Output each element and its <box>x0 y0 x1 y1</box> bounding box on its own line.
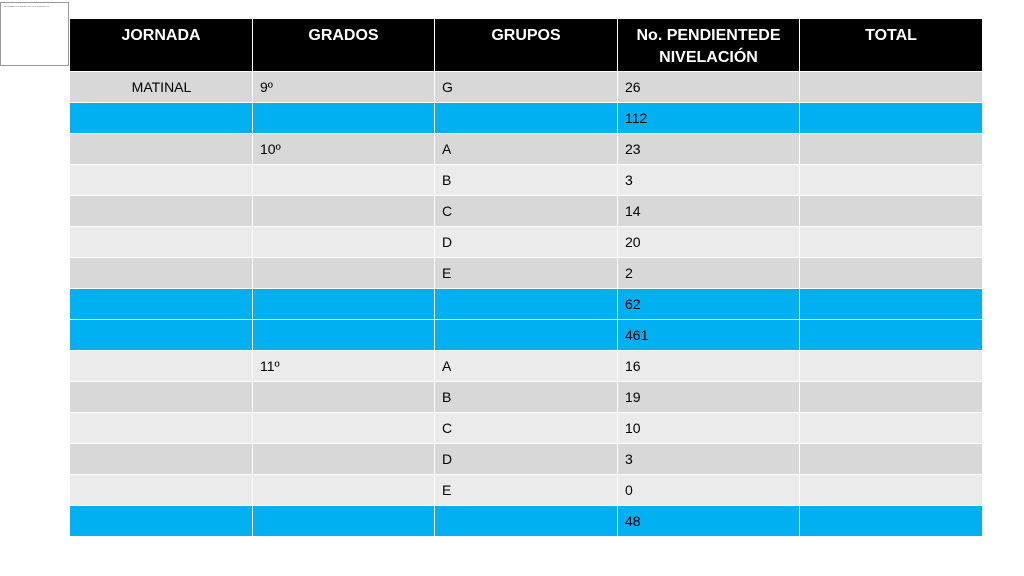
table-row <box>70 227 983 258</box>
cell-grado: 11º <box>253 351 435 382</box>
cell-pendientes: 2 <box>618 258 800 289</box>
table-row <box>70 165 983 196</box>
cell-jornada <box>70 382 253 413</box>
pending-leveling-table <box>69 18 983 537</box>
cell-grado <box>253 444 435 475</box>
cell-pendientes: 19 <box>618 382 800 413</box>
cell-grupo: D <box>435 227 618 258</box>
cell-jornada <box>70 444 253 475</box>
cell-total <box>800 165 983 196</box>
cell-grado <box>253 382 435 413</box>
table-row <box>70 382 983 413</box>
cell-total <box>800 289 983 320</box>
cell-grado <box>253 506 435 537</box>
subtotal-row <box>70 103 983 134</box>
cell-grupo: G <box>435 72 618 103</box>
cell-jornada <box>70 227 253 258</box>
cell-jornada <box>70 165 253 196</box>
cell-grupo <box>435 103 618 134</box>
cell-grupo: B <box>435 382 618 413</box>
cell-grado <box>253 258 435 289</box>
cell-grupo: E <box>435 475 618 506</box>
cell-grado <box>253 475 435 506</box>
table-row <box>70 72 983 103</box>
cell-grado <box>253 413 435 444</box>
cell-grupo: B <box>435 165 618 196</box>
header-grupos: GRUPOS <box>435 19 618 72</box>
cell-grupo: E <box>435 258 618 289</box>
table-row <box>70 351 983 382</box>
cell-total <box>800 103 983 134</box>
cell-jornada <box>70 134 253 165</box>
cell-pendientes: 48 <box>618 506 800 537</box>
cell-jornada <box>70 413 253 444</box>
cell-pendientes: 461 <box>618 320 800 351</box>
table-row <box>70 196 983 227</box>
cell-grado <box>253 320 435 351</box>
cell-pendientes: 23 <box>618 134 800 165</box>
cell-pendientes: 26 <box>618 72 800 103</box>
cell-grupo: C <box>435 413 618 444</box>
cell-jornada <box>70 258 253 289</box>
cell-total <box>800 72 983 103</box>
cell-grupo: A <box>435 351 618 382</box>
cell-pendientes: 3 <box>618 444 800 475</box>
header-grados: GRADOS <box>253 19 435 72</box>
table-row <box>70 475 983 506</box>
header-jornada: JORNADA <box>70 19 253 72</box>
cell-jornada <box>70 103 253 134</box>
cell-jornada <box>70 475 253 506</box>
cell-pendientes: 62 <box>618 289 800 320</box>
subtotal-row <box>70 289 983 320</box>
cell-grupo <box>435 320 618 351</box>
cell-grado <box>253 289 435 320</box>
table-row <box>70 134 983 165</box>
cell-grupo <box>435 289 618 320</box>
cell-jornada <box>70 351 253 382</box>
table-body <box>70 72 983 537</box>
cell-grado <box>253 227 435 258</box>
cell-total <box>800 134 983 165</box>
cell-grado <box>253 103 435 134</box>
header-row <box>70 19 983 72</box>
cell-grado <box>253 196 435 227</box>
cell-total <box>800 506 983 537</box>
cell-grupo: A <box>435 134 618 165</box>
cell-grado <box>253 165 435 196</box>
cell-total <box>800 475 983 506</box>
table-row <box>70 444 983 475</box>
cell-total <box>800 227 983 258</box>
cell-pendientes: 112 <box>618 103 800 134</box>
cell-grupo: D <box>435 444 618 475</box>
cell-pendientes: 0 <box>618 475 800 506</box>
cell-jornada <box>70 506 253 537</box>
thumbnail-caption: ESTUDIANTES PENDIENTES POR NIVELACIÓN <box>4 6 49 8</box>
subtotal-row <box>70 506 983 537</box>
cell-jornada <box>70 196 253 227</box>
cell-jornada <box>70 320 253 351</box>
cell-pendientes: 14 <box>618 196 800 227</box>
cell-total <box>800 196 983 227</box>
cell-grupo <box>435 506 618 537</box>
cell-total <box>800 258 983 289</box>
table-row <box>70 258 983 289</box>
subtotal-row <box>70 320 983 351</box>
cell-grado: 10º <box>253 134 435 165</box>
cell-total <box>800 413 983 444</box>
cell-pendientes: 3 <box>618 165 800 196</box>
table-row <box>70 413 983 444</box>
cell-total <box>800 320 983 351</box>
header-pendientes: No. PENDIENTEDE NIVELACIÓN <box>618 19 800 72</box>
cell-jornada <box>70 289 253 320</box>
cell-pendientes: 20 <box>618 227 800 258</box>
cell-grupo: C <box>435 196 618 227</box>
cell-pendientes: 10 <box>618 413 800 444</box>
cell-grado: 9º <box>253 72 435 103</box>
slide-thumbnail[interactable] <box>0 2 69 66</box>
cell-pendientes: 16 <box>618 351 800 382</box>
cell-total <box>800 382 983 413</box>
cell-total <box>800 444 983 475</box>
header-total: TOTAL <box>800 19 983 72</box>
cell-jornada: MATINAL <box>70 72 253 103</box>
cell-total <box>800 351 983 382</box>
